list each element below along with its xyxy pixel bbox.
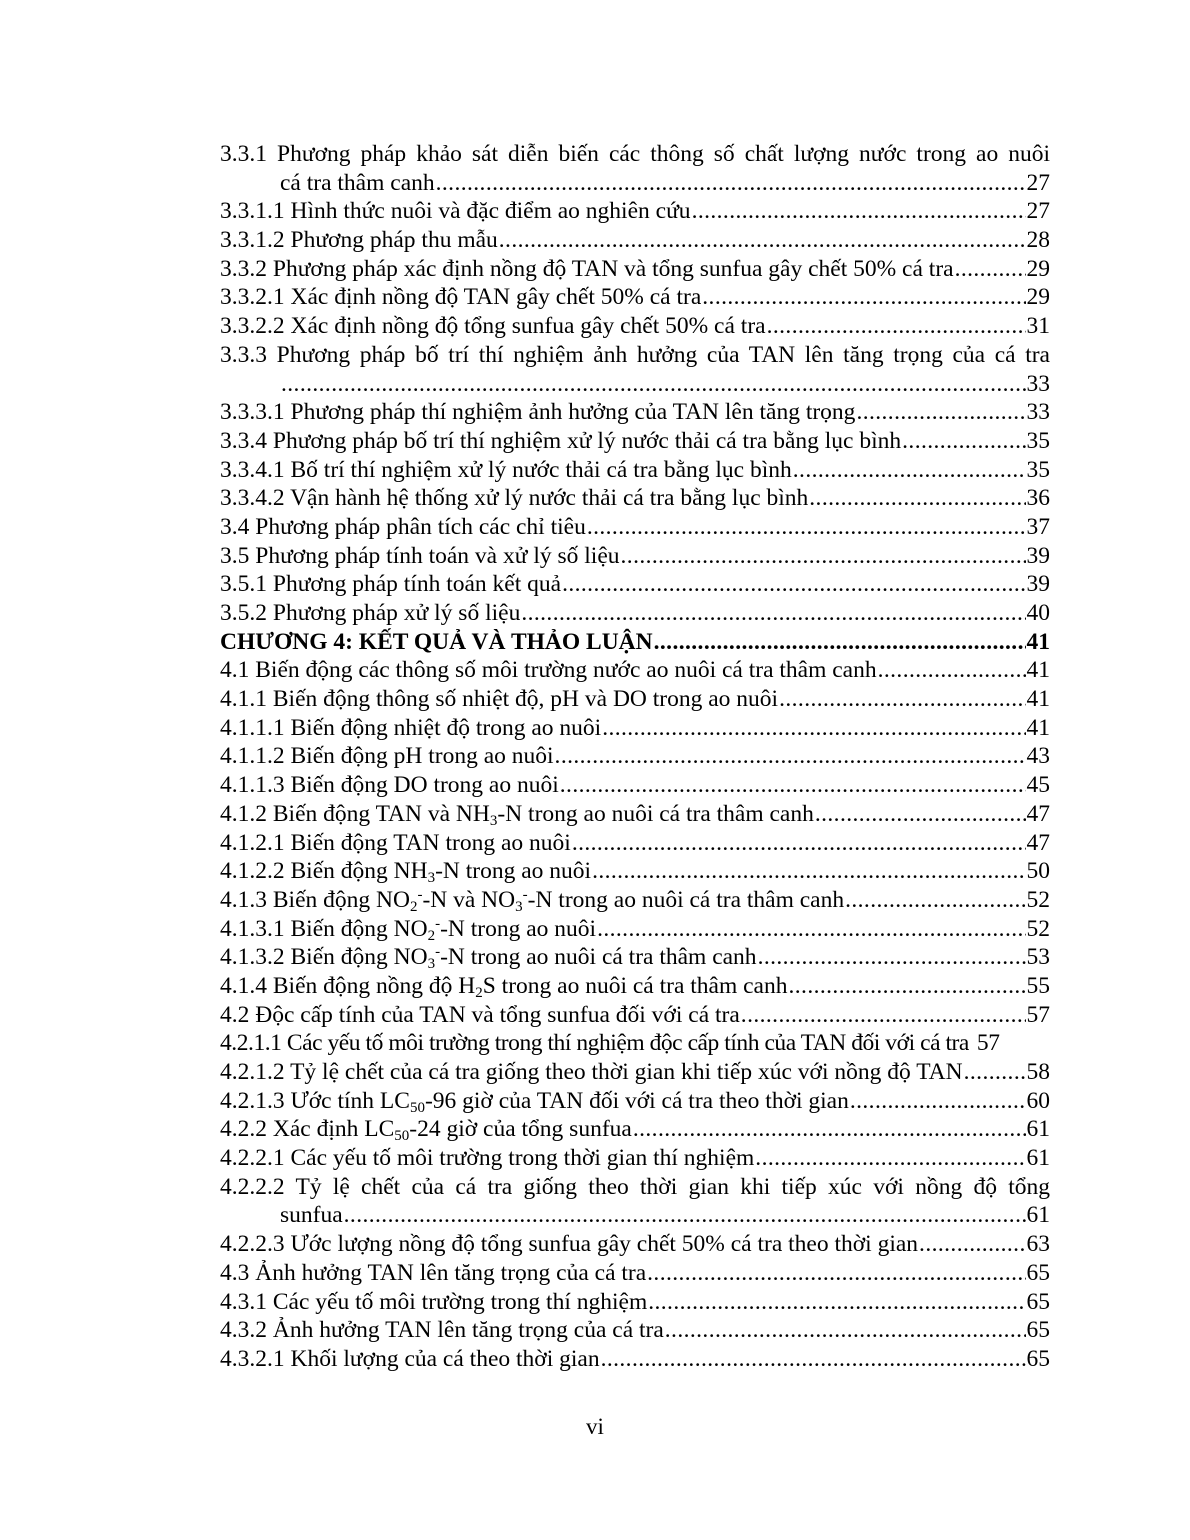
dot-leader	[592, 857, 1025, 886]
toc-page-number: 47	[1026, 829, 1050, 856]
dot-leader	[647, 1259, 1025, 1288]
toc-page-number: 50	[1026, 858, 1050, 885]
toc-page-number: 61	[1026, 1116, 1050, 1143]
subscript: 2	[409, 898, 418, 915]
dot-leader	[702, 283, 1025, 312]
dot-leader	[809, 484, 1025, 513]
dot-leader	[793, 456, 1026, 485]
toc-page-number: 35	[1026, 456, 1050, 483]
toc-entry	[220, 800, 1050, 829]
toc-page-number: 47	[1026, 800, 1050, 827]
superscript: -	[435, 915, 441, 932]
dot-leader	[648, 1288, 1025, 1317]
dot-leader	[572, 829, 1026, 858]
subscript: 3	[489, 812, 498, 829]
toc-entry	[220, 1058, 1050, 1087]
dot-leader	[758, 943, 1026, 972]
dot-leader	[856, 398, 1025, 427]
toc-page-number: 45	[1026, 772, 1050, 799]
dot-leader	[767, 312, 1026, 341]
toc-entry-title: 3.3.1.1 Hình thức nuôi và đặc điểm ao nghiên cứu	[220, 198, 691, 225]
toc-entry	[220, 1259, 1050, 1288]
toc-entry	[220, 341, 1050, 370]
toc-entry	[220, 427, 1050, 456]
toc-page-number: 58	[1026, 1059, 1050, 1085]
superscript: -	[435, 944, 441, 961]
subscript: 2	[427, 927, 436, 944]
toc-entry-title: 4.2.2.2 Tỷ lệ chết của cá tra giống theo thời gian khi tiếp xúc với nồng độ tổng	[220, 1173, 1050, 1200]
dot-leader	[692, 197, 1026, 226]
title-part: -N trong ao nuôi cá tra thâm canh	[440, 944, 757, 971]
toc-page-number: 39	[1026, 571, 1050, 598]
title-part: 4.2.1.3 Ước tính LC	[220, 1087, 410, 1114]
toc-page-number: 33	[1026, 370, 1050, 397]
title-part: 4.1.3.1 Biến động NO	[220, 915, 428, 942]
toc-entry-title: 3.4 Phương pháp phân tích các chỉ tiêu	[220, 513, 586, 540]
toc-entry	[220, 484, 1050, 513]
title-part: -N trong ao nuôi cá tra thâm canh	[497, 800, 814, 827]
toc-entry	[220, 226, 1050, 255]
dot-leader	[845, 886, 1025, 915]
toc-entry-title: cá tra thâm canh	[280, 169, 435, 196]
toc-entry	[220, 140, 1050, 169]
toc-entry-title: 3.3.2 Phương pháp xác định nồng độ TAN và tổng sunfua gây chết 50% cá tra	[220, 255, 954, 282]
toc-entry-title: 4.2.1.1 Các yếu tố môi trường trong thí nghiệm độc cấp tính của TAN đối với cá tra	[220, 1030, 969, 1057]
toc-entry	[220, 1288, 1050, 1317]
toc-entry-continuation	[220, 1201, 1050, 1230]
toc-page-number: 28	[1026, 227, 1050, 254]
dot-leader	[955, 255, 1026, 284]
toc-entry-title: 3.3.1.2 Phương pháp thu mẫu	[220, 227, 498, 254]
toc-entry	[220, 656, 1050, 685]
toc-entry	[220, 1029, 1050, 1058]
title-part: -N trong ao nuôi cá tra thâm canh	[527, 886, 845, 913]
title-part: -N trong ao nuôi	[440, 915, 597, 942]
dot-leader	[562, 570, 1025, 599]
toc-entry	[220, 1087, 1050, 1116]
toc-entry	[220, 943, 1050, 972]
subscript: 3	[427, 956, 436, 973]
toc-entry	[220, 771, 1050, 800]
toc-entry-title: sunfua	[280, 1202, 343, 1229]
toc-entry-continuation	[220, 370, 1050, 399]
toc-page-number: 29	[1026, 255, 1050, 282]
dot-leader	[601, 1345, 1026, 1374]
toc-entry-title	[220, 915, 596, 944]
toc-page-number: 53	[1026, 944, 1050, 971]
toc-page-number: 37	[1026, 513, 1050, 540]
toc-entry	[220, 255, 1050, 284]
dot-leader	[919, 1230, 1025, 1259]
toc-entry	[220, 742, 1050, 771]
dot-leader	[633, 1115, 1026, 1144]
dot-leader	[665, 1316, 1026, 1345]
title-part: -N trong ao nuôi	[435, 858, 592, 885]
toc-entry-title: 3.3.1 Phương pháp khảo sát diễn biến các thông số chất lượng nước trong ao nuôi	[220, 141, 1050, 167]
dot-leader	[850, 1087, 1026, 1116]
toc-entry-title: 4.2.1.2 Tỷ lệ chết của cá tra giống theo thời gian khi tiếp xúc với nồng độ TAN	[220, 1059, 963, 1085]
toc-page-number: 27	[1026, 198, 1050, 225]
toc-page-number: 61	[1026, 1145, 1050, 1172]
toc-entry-title: 3.3.4 Phương pháp bố trí thí nghiệm xử lý nước thải cá tra bằng lục bình	[220, 427, 902, 454]
toc-page-number: 52	[1026, 915, 1050, 942]
dot-leader	[555, 742, 1026, 771]
title-part: 4.1.2.2 Biến động NH	[220, 858, 428, 885]
title-part: 4.1.3 Biến động NO	[220, 886, 410, 913]
toc-entry-title	[220, 886, 844, 915]
toc-entry	[220, 1345, 1050, 1374]
dot-leader	[654, 628, 1026, 657]
toc-entry	[220, 283, 1050, 312]
dot-leader	[436, 169, 1026, 198]
toc-entry	[220, 456, 1050, 485]
toc-entry-title: 4.3.1 Các yếu tố môi trường trong thí nghiệm	[220, 1288, 648, 1315]
toc-page-number: 41	[1026, 686, 1050, 713]
toc-entry-title: 4.2.2.3 Ước lượng nồng độ tổng sunfua gây chết 50% cá tra theo thời gian	[220, 1231, 919, 1258]
toc-page-number: 41	[1026, 628, 1050, 655]
toc-page-number: 27	[1026, 169, 1050, 196]
toc-entry	[220, 685, 1050, 714]
toc-entry-title: 3.3.4.1 Bố trí thí nghiệm xử lý nước thải cá tra bằng lục bình	[220, 456, 792, 483]
dot-leader	[878, 656, 1026, 685]
toc-page-number: 65	[1026, 1317, 1050, 1344]
dot-leader	[499, 226, 1026, 255]
subscript: 50	[409, 1099, 425, 1116]
toc-entry-title: 3.3.4.2 Vận hành hệ thống xử lý nước thải cá tra bằng lục bình	[220, 485, 809, 512]
toc-entry	[220, 513, 1050, 542]
toc-page-number: 65	[1026, 1259, 1050, 1286]
toc-page-number: 52	[1026, 886, 1050, 913]
title-part: -24 giờ của tổng sunfua	[409, 1116, 632, 1143]
toc-page-number: 41	[1026, 714, 1050, 741]
toc-entry	[220, 1316, 1050, 1345]
toc-entry	[220, 1001, 1050, 1030]
toc-page-number: 63	[1026, 1231, 1050, 1258]
title-part: 4.2.2 Xác định LC	[220, 1116, 395, 1143]
toc-entry-continuation	[220, 169, 1050, 198]
toc-entry	[220, 714, 1050, 743]
toc-entry-title	[220, 800, 814, 829]
dot-leader	[621, 542, 1026, 571]
toc-entry-title	[220, 857, 591, 886]
subscript: 50	[394, 1128, 410, 1145]
dot-leader	[560, 771, 1026, 800]
dot-leader	[902, 427, 1025, 456]
toc-entry	[220, 1173, 1050, 1202]
toc-entry-title: 3.5 Phương pháp tính toán và xử lý số liệu	[220, 542, 620, 569]
toc-entry	[220, 972, 1050, 1001]
toc-page-number: 35	[1026, 427, 1050, 454]
toc-entry	[220, 857, 1050, 886]
toc-entry-title: 4.1.1.3 Biến động DO trong ao nuôi	[220, 772, 559, 799]
toc-page-number: 43	[1026, 743, 1050, 770]
dot-leader	[587, 513, 1026, 542]
toc-page-number: 29	[1026, 284, 1050, 311]
table-of-contents	[220, 140, 1050, 1374]
dot-leader	[964, 1058, 1026, 1087]
toc-entry	[220, 599, 1050, 628]
toc-page-number: 61	[1026, 1202, 1050, 1229]
title-part: 4.1.4 Biến động nồng độ H	[220, 972, 476, 999]
toc-page-number: 55	[1026, 972, 1050, 999]
toc-entry-title: 4.2 Độc cấp tính của TAN và tổng sunfua đối với cá tra	[220, 1001, 740, 1028]
toc-entry-title	[220, 1115, 632, 1144]
toc-entry	[220, 542, 1050, 571]
toc-entry-title: 4.3.2.1 Khối lượng của cá theo thời gian	[220, 1345, 600, 1372]
dot-leader	[602, 714, 1025, 743]
dot-leader	[281, 370, 1026, 399]
toc-entry-title: 4.1.1 Biến động thông số nhiệt độ, pH và DO trong ao nuôi	[220, 686, 779, 713]
toc-page-number: 41	[1026, 657, 1050, 684]
toc-entry-title: 4.2.2.1 Các yếu tố môi trường trong thời gian thí nghiệm	[220, 1145, 755, 1172]
toc-entry	[220, 829, 1050, 858]
toc-entry-title: 3.3.2.1 Xác định nồng độ TAN gây chết 50% cá tra	[220, 284, 702, 311]
toc-entry	[220, 1230, 1050, 1259]
toc-page-number: 33	[1026, 399, 1050, 426]
superscript: -	[522, 886, 528, 903]
toc-entry-title	[220, 972, 788, 1001]
toc-entry-title	[220, 1087, 849, 1116]
toc-entry-title: 3.3.3.1 Phương pháp thí nghiệm ảnh hưởng của TAN lên tăng trọng	[220, 399, 856, 426]
toc-entry	[220, 1115, 1050, 1144]
toc-page-number: 36	[1026, 485, 1050, 512]
toc-entry	[220, 312, 1050, 341]
toc-entry	[220, 398, 1050, 427]
title-part: 4.1.2 Biến động TAN và NH	[220, 800, 490, 827]
toc-entry-title: 4.1.1.1 Biến động nhiệt độ trong ao nuôi	[220, 714, 602, 741]
toc-page-number: 65	[1026, 1288, 1050, 1315]
toc-page-number: 31	[1026, 313, 1050, 340]
toc-entry-title: 3.5.1 Phương pháp tính toán kết quả	[220, 571, 562, 598]
toc-entry-title	[220, 943, 757, 972]
toc-entry-title: CHƯƠNG 4: KẾT QUẢ VÀ THẢO LUẬN	[220, 628, 653, 655]
title-part: -96 giờ của TAN đối với cá tra theo thời gian	[424, 1087, 849, 1114]
dot-leader	[815, 800, 1026, 829]
toc-entry	[220, 1144, 1050, 1173]
toc-entry-title: 4.1.2.1 Biến động TAN trong ao nuôi	[220, 829, 571, 856]
subscript: 3	[515, 898, 523, 915]
subscript: 2	[475, 984, 483, 1001]
toc-entry-title: 4.1 Biến động các thông số môi trường nước ao nuôi cá tra thâm canh	[220, 657, 877, 684]
dot-leader	[741, 1001, 1026, 1030]
toc-entry-title: 4.1.1.2 Biến động pH trong ao nuôi	[220, 743, 554, 770]
dot-leader	[779, 685, 1025, 714]
toc-entry-title: 3.3.3 Phương pháp bố trí thí nghiệm ảnh hưởng của TAN lên tăng trọng của cá tra	[220, 341, 1050, 368]
dot-leader	[597, 915, 1025, 944]
toc-chapter-heading	[220, 628, 1050, 657]
toc-entry-title: 4.3 Ảnh hưởng TAN lên tăng trọng của cá tra	[220, 1259, 647, 1286]
dot-leader	[521, 599, 1025, 628]
subscript: 3	[427, 870, 436, 887]
title-part: S trong ao nuôi cá tra thâm canh	[482, 972, 788, 999]
toc-entry	[220, 570, 1050, 599]
toc-entry-title: 3.3.2.2 Xác định nồng độ tổng sunfua gây chết 50% cá tra	[220, 313, 766, 340]
toc-page-number: 65	[1026, 1345, 1050, 1372]
superscript: -	[417, 886, 423, 903]
dot-leader	[344, 1201, 1026, 1230]
toc-entry	[220, 197, 1050, 226]
title-part: 4.1.3.2 Biến động NO	[220, 944, 428, 971]
dot-leader	[789, 972, 1026, 1001]
toc-page-number: 57	[976, 1030, 1000, 1057]
toc-entry-title: 4.3.2 Ảnh hưởng TAN lên tăng trọng của cá tra	[220, 1317, 664, 1344]
dot-leader	[755, 1144, 1025, 1173]
toc-page-number: 60	[1026, 1087, 1050, 1114]
toc-entry-title: 3.5.2 Phương pháp xử lý số liệu	[220, 600, 521, 626]
toc-entry	[220, 886, 1050, 915]
page-footer-number: vi	[586, 1414, 604, 1439]
title-part: -N và NO	[422, 886, 516, 913]
toc-page-number: 57	[1026, 1001, 1050, 1028]
toc-page-number: 40	[1026, 600, 1050, 626]
toc-entry	[220, 915, 1050, 944]
toc-page-number: 39	[1026, 542, 1050, 569]
